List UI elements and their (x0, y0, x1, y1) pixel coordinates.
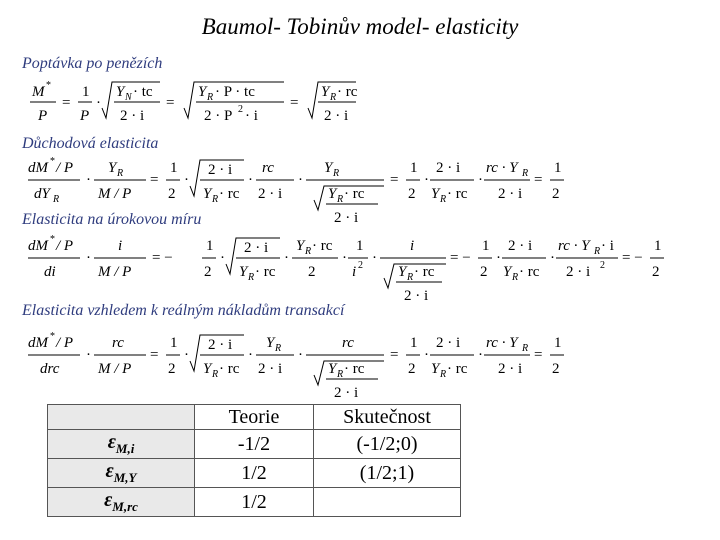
svg-text:2 · i: 2 · i (334, 385, 359, 401)
table-row (48, 488, 461, 517)
header-cell-skutecnost: Skutečnost (314, 405, 461, 430)
svg-text:·: · (342, 250, 347, 266)
svg-text:1: 1 (554, 335, 562, 351)
svg-text:2 · i: 2 · i (566, 264, 591, 280)
svg-text:Y: Y (108, 160, 117, 176)
row-skutecnost: (1/2;1) (314, 459, 461, 488)
svg-text:R: R (305, 246, 312, 257)
header-cell-teorie: Teorie (195, 405, 314, 430)
svg-text:R: R (333, 168, 340, 179)
svg-text:=: = (390, 172, 399, 188)
svg-text:=: = (62, 95, 71, 111)
svg-text:2 · i: 2 · i (258, 186, 283, 202)
svg-text:·: · (284, 250, 289, 266)
svg-text:Y: Y (321, 84, 330, 100)
svg-text:2: 2 (552, 186, 560, 202)
row-symbol: $\varepsilon_{M,i}$ (48, 430, 195, 459)
svg-text:*: * (50, 156, 55, 167)
svg-text:·: · (248, 347, 253, 363)
page-title: Baumol- Tobinův model- elasticity (201, 14, 519, 39)
svg-text:M / P: M / P (98, 186, 132, 202)
svg-text:/ P: / P (56, 238, 74, 254)
svg-text:Y: Y (203, 361, 212, 377)
svg-text:· rc: · rc (255, 264, 276, 280)
svg-text:R: R (117, 168, 124, 179)
svg-text:·: · (248, 172, 253, 188)
svg-text:= −: = − (450, 250, 471, 266)
svg-text:dY: dY (34, 186, 50, 202)
svg-text:=: = (290, 95, 299, 111)
table-row (48, 430, 461, 459)
svg-text:2 · i: 2 · i (436, 160, 461, 176)
svg-text:R: R (212, 369, 219, 380)
row-teorie: 1/2 (195, 459, 314, 488)
svg-text:= −: = − (622, 250, 643, 266)
svg-text:·: · (424, 347, 429, 363)
svg-text:R: R (330, 92, 337, 103)
svg-text:dM: dM (28, 335, 48, 351)
section-transaction-cost-elasticity: Elasticita vzhledem k reálným nákladům transakcí (22, 302, 345, 319)
svg-text:M: M (32, 84, 45, 100)
equation-money-demand (28, 78, 358, 135)
svg-text:Y: Y (116, 84, 125, 100)
svg-text:=: = (150, 347, 159, 363)
svg-text:=: = (534, 347, 543, 363)
svg-text:R: R (440, 194, 447, 205)
svg-text:2: 2 (408, 186, 416, 202)
row-skutecnost: (-1/2;0) (314, 430, 461, 459)
equation-transaction-cost-elasticity (28, 331, 562, 412)
svg-text:Y: Y (296, 238, 305, 254)
svg-text:1: 1 (482, 238, 490, 254)
svg-text:2: 2 (480, 264, 488, 280)
svg-text:R: R (512, 272, 519, 283)
svg-text:rc: rc (262, 160, 274, 176)
svg-text:1: 1 (206, 238, 214, 254)
svg-text:rc: rc (112, 335, 124, 351)
svg-text:· rc: · rc (414, 264, 435, 280)
svg-text:dM: dM (28, 238, 48, 254)
svg-text:2 · i: 2 · i (334, 210, 359, 226)
svg-text:1: 1 (82, 84, 90, 100)
svg-text:dM: dM (28, 160, 48, 176)
svg-text:Y: Y (328, 186, 337, 202)
svg-text:·: · (478, 347, 483, 363)
svg-text:· rc: · rc (344, 361, 365, 377)
svg-text:2 · P: 2 · P (204, 108, 233, 124)
svg-text:2: 2 (168, 361, 176, 377)
svg-text:1: 1 (654, 238, 662, 254)
svg-text:1: 1 (170, 335, 178, 351)
svg-text:2: 2 (204, 264, 212, 280)
svg-text:· i: · i (245, 108, 258, 124)
svg-text:2 · i: 2 · i (498, 186, 523, 202)
svg-text:rc · Y: rc · Y (486, 160, 518, 176)
svg-text:=: = (150, 172, 159, 188)
svg-text:Y: Y (398, 264, 407, 280)
svg-text:· rc: · rc (219, 361, 240, 377)
svg-text:rc: rc (342, 335, 354, 351)
svg-text:Y: Y (266, 335, 275, 351)
svg-text:2 · i: 2 · i (324, 108, 349, 124)
svg-text:i: i (410, 238, 415, 254)
svg-text:P: P (80, 108, 90, 124)
svg-text:R: R (594, 246, 601, 257)
svg-text:·: · (184, 347, 189, 363)
svg-text:·: · (86, 250, 91, 266)
svg-text:Y: Y (324, 160, 333, 176)
svg-text:i: i (352, 264, 357, 280)
svg-text:Y: Y (431, 186, 440, 202)
svg-text:· rc: · rc (519, 264, 540, 280)
svg-text:· i: · i (601, 238, 614, 254)
svg-text:·: · (496, 250, 501, 266)
svg-text:1: 1 (554, 160, 562, 176)
svg-text:·: · (184, 172, 189, 188)
svg-text:Y: Y (328, 361, 337, 377)
svg-text:Y: Y (431, 361, 440, 377)
svg-text:Y: Y (503, 264, 512, 280)
table-row (48, 459, 461, 488)
svg-text:R: R (522, 343, 529, 354)
svg-text:·: · (298, 347, 303, 363)
svg-text:/ P: / P (56, 335, 74, 351)
svg-text:R: R (53, 194, 60, 205)
row-symbol: $\varepsilon_{M,Y}$ (48, 459, 195, 488)
svg-text:rc · Y: rc · Y (558, 238, 590, 254)
svg-text:2 · i: 2 · i (404, 288, 429, 304)
table-header-row (48, 405, 461, 430)
svg-text:di: di (44, 264, 56, 280)
svg-text:R: R (407, 272, 414, 283)
svg-text:i: i (118, 238, 123, 254)
svg-text:=: = (166, 95, 175, 111)
svg-text:2 · i: 2 · i (208, 162, 233, 178)
svg-text:R: R (337, 194, 344, 205)
svg-text:· tc: · tc (133, 84, 153, 100)
svg-text:·: · (424, 172, 429, 188)
svg-text:·: · (86, 347, 91, 363)
svg-text:2: 2 (308, 264, 316, 280)
svg-text:Y: Y (239, 264, 248, 280)
svg-text:· rc: · rc (219, 186, 240, 202)
svg-text:2 · i: 2 · i (498, 361, 523, 377)
svg-text:R: R (337, 369, 344, 380)
svg-text:·: · (298, 172, 303, 188)
svg-text:2: 2 (168, 186, 176, 202)
svg-text:·: · (86, 172, 91, 188)
svg-text:2 · i: 2 · i (120, 108, 145, 124)
row-teorie: -1/2 (195, 430, 314, 459)
svg-text:N: N (125, 92, 132, 103)
svg-text:· rc: · rc (312, 238, 333, 254)
svg-text:1: 1 (170, 160, 178, 176)
svg-text:· P · tc: · P · tc (215, 84, 255, 100)
row-symbol: $\varepsilon_{M,rc}$ (48, 488, 195, 517)
svg-text:·: · (96, 95, 101, 111)
svg-text:1: 1 (410, 160, 418, 176)
svg-text:R: R (248, 272, 255, 283)
svg-text:*: * (50, 234, 55, 245)
svg-text:P: P (38, 108, 48, 124)
svg-text:1: 1 (356, 238, 364, 254)
svg-text:·: · (220, 250, 225, 266)
svg-text:2 · i: 2 · i (508, 238, 533, 254)
section-interest-elasticity: Elasticita na úrokovou míru (22, 211, 202, 228)
svg-text:2 · i: 2 · i (258, 361, 283, 377)
svg-text:·: · (478, 172, 483, 188)
svg-text:· rc: · rc (447, 361, 468, 377)
row-skutecnost (314, 488, 461, 517)
row-teorie: 1/2 (195, 488, 314, 517)
svg-text:· rc: · rc (344, 186, 365, 202)
svg-text:/ P: / P (56, 160, 74, 176)
elasticity-table (47, 404, 461, 517)
svg-text:R: R (522, 168, 529, 179)
svg-text:drc: drc (40, 361, 60, 377)
svg-text:Y: Y (198, 84, 207, 100)
section-income-elasticity: Důchodová elasticita (22, 135, 159, 152)
svg-text:2 · i: 2 · i (244, 240, 269, 256)
svg-text:2: 2 (358, 260, 363, 271)
svg-text:2 · i: 2 · i (436, 335, 461, 351)
svg-text:· rc: · rc (337, 84, 358, 100)
svg-text:2: 2 (238, 104, 243, 115)
svg-text:R: R (275, 343, 282, 354)
svg-text:=: = (390, 347, 399, 363)
svg-text:2: 2 (552, 361, 560, 377)
header-cell-symbol (48, 405, 195, 430)
svg-text:*: * (50, 331, 55, 342)
svg-text:2: 2 (652, 264, 660, 280)
svg-text:M / P: M / P (98, 361, 132, 377)
svg-text:·: · (372, 250, 377, 266)
svg-text:· rc: · rc (447, 186, 468, 202)
svg-text:·: · (550, 250, 555, 266)
svg-text:R: R (440, 369, 447, 380)
svg-text:R: R (212, 194, 219, 205)
svg-text:=: = (534, 172, 543, 188)
svg-text:Y: Y (203, 186, 212, 202)
svg-text:rc · Y: rc · Y (486, 335, 518, 351)
svg-text:2 · i: 2 · i (208, 337, 233, 353)
svg-text:*: * (46, 80, 51, 91)
svg-text:= −: = − (152, 250, 173, 266)
svg-text:M / P: M / P (98, 264, 132, 280)
svg-text:1: 1 (410, 335, 418, 351)
svg-text:2: 2 (600, 260, 605, 271)
section-money-demand: Poptávka po penězích (22, 55, 163, 72)
svg-text:2: 2 (408, 361, 416, 377)
svg-text:R: R (207, 92, 214, 103)
